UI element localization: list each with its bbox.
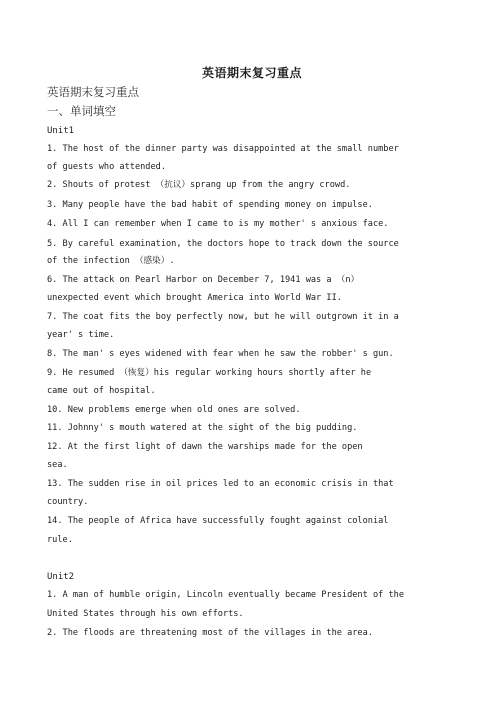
unit1-line: came out of hospital. (47, 386, 156, 396)
unit1-line: 2. Shouts of protest （抗议）sprang up from the angry crowd. (47, 180, 351, 190)
document-subtitle: 英语期末复习重点 (47, 85, 139, 99)
unit1-line: country. (47, 497, 89, 507)
section-heading: 一、单词填空 (47, 104, 116, 118)
unit1-line: 9. He resumed （恢复）his regular working hours shortly after he (47, 368, 372, 378)
unit1-line: 12. At the first light of dawn the warships made for the open (47, 442, 363, 452)
unit1-line: of the infection （感染）. (47, 256, 175, 266)
unit1-line: 14. The people of Africa have successfully fought against colonial (47, 516, 389, 526)
unit1-line: sea. (47, 460, 68, 470)
unit1-line: 8. The man' s eyes widened with fear when he saw the robber' s gun. (47, 349, 394, 359)
unit2-line: 1. A man of humble origin, Lincoln eventually became President of the (47, 590, 404, 600)
unit1-line: 1. The host of the dinner party was disappointed at the small number (47, 144, 399, 154)
unit1-line: 7. The coat fits the boy perfectly now, but he will outgrown it in a (47, 312, 399, 322)
unit1-line: year' s time. (47, 330, 115, 340)
unit1-line: 5. By careful examination, the doctors hope to track down the source (47, 239, 399, 249)
unit2-line: United States through his own efforts. (47, 609, 244, 619)
unit1-line: of guests who attended. (47, 162, 166, 172)
unit1-line: 4. All I can remember when I came to is my mother' s anxious face. (47, 219, 389, 229)
unit1-line: 13. The sudden rise in oil prices led to an economic crisis in that (47, 479, 394, 489)
unit1-line: 3. Many people have the bad habit of spending money on impulse. (47, 200, 373, 210)
unit1-line: 11. Johnny' s mouth watered at the sight of the big pudding. (47, 423, 358, 433)
unit1-line: rule. (47, 535, 73, 545)
unit1-line: 6. The attack on Pearl Harbor on December 7, 1941 was a （n） (47, 275, 360, 285)
unit1-label: Unit1 (47, 126, 75, 136)
unit1-line: 10. New problems emerge when old ones are solved. (47, 405, 301, 415)
unit1-line: unexpected event which brought America into World War II. (47, 293, 342, 303)
document-title: 英语期末复习重点 (201, 66, 302, 80)
unit2-line: 2. The floods are threatening most of the villages in the area. (47, 628, 373, 638)
unit2-label: Unit2 (47, 572, 75, 582)
